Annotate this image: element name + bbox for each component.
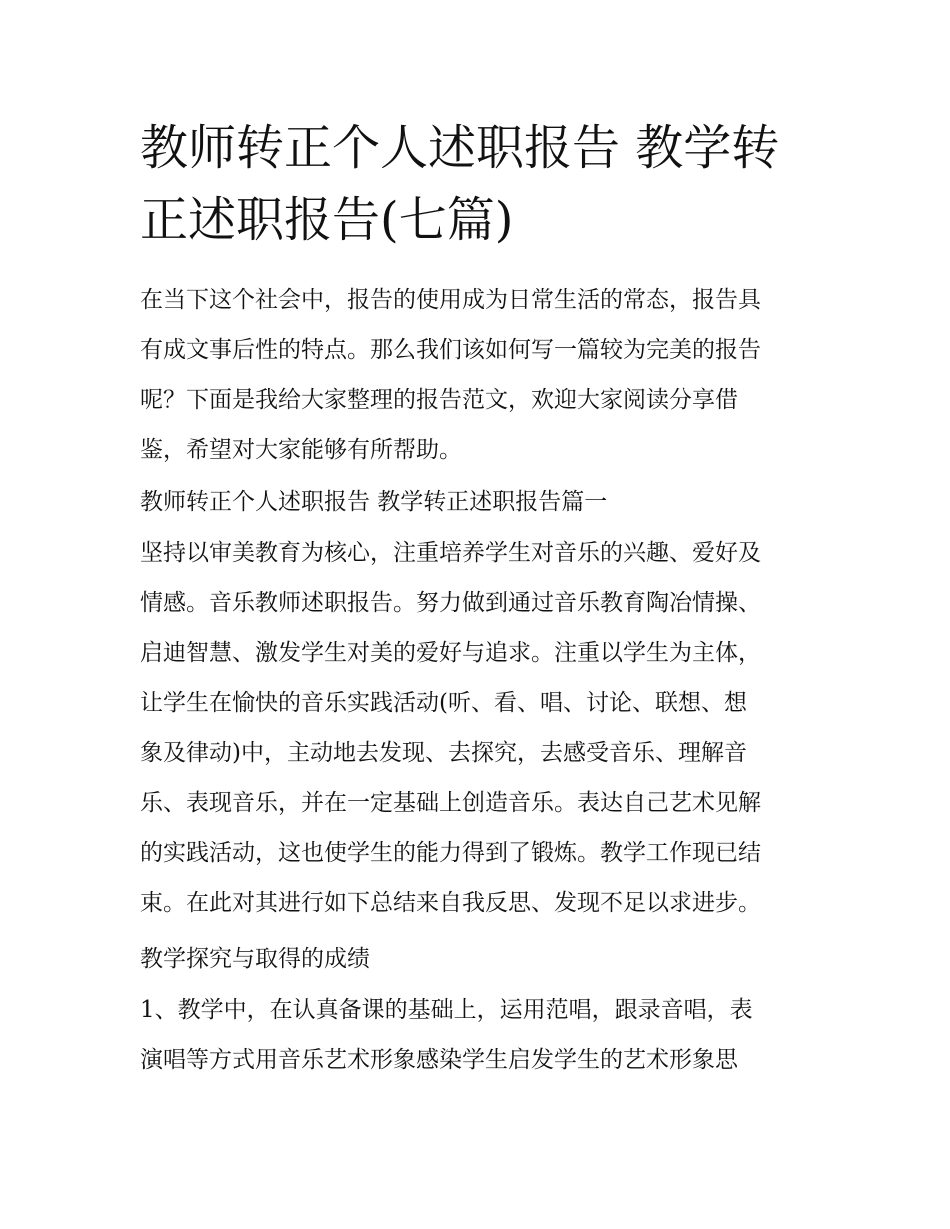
list-item-line: 演唱等方式用音乐艺术形象感染学生启发学生的艺术形象思 bbox=[140, 1047, 738, 1073]
section-heading-text: 教师转正个人述职报告 教学转正述职报告篇一 bbox=[140, 489, 608, 515]
section-heading bbox=[140, 477, 820, 527]
body-line: 乐、表现音乐，并在一定基础上创造音乐。表达自己艺术见解 bbox=[140, 790, 761, 816]
intro-line: 在当下这个社会中，报告的使用成为日常生活的常态，报告具 bbox=[140, 287, 761, 313]
intro-line: 有成文事后性的特点。那么我们该如何写一篇较为完美的报告 bbox=[140, 337, 761, 363]
list-item bbox=[140, 985, 820, 1085]
body-line: 启迪智慧、激发学生对美的爱好与追求。注重以学生为主体， bbox=[140, 640, 761, 666]
list-item-line: 1、教学中，在认真备课的基础上，运用范唱，跟录音唱，表 bbox=[140, 997, 753, 1023]
body-line: 束。在此对其进行如下总结来自我反思、发现不足以求进步。 bbox=[140, 890, 761, 916]
body-line: 象及律动)中，主动地去发现、去探究，去感受音乐、理解音 bbox=[140, 740, 747, 766]
body-line: 的实践活动，这也使学生的能力得到了锻炼。教学工作现已结 bbox=[140, 840, 761, 866]
body-line: 让学生在愉快的音乐实践活动(听、看、唱、讨论、联想、想 bbox=[140, 690, 747, 716]
intro-paragraph bbox=[140, 275, 820, 475]
intro-line: 呢？下面是我给大家整理的报告范文，欢迎大家阅读分享借 bbox=[140, 387, 738, 413]
body-line: 坚持以审美教育为核心，注重培养学生对音乐的兴趣、爱好及 bbox=[140, 540, 761, 566]
title-line: 正述职报告(七篇) bbox=[140, 192, 514, 248]
title-line: 教师转正个人述职报告 教学转 bbox=[140, 120, 780, 176]
body-paragraph bbox=[140, 528, 820, 928]
document-title bbox=[140, 112, 840, 256]
body-line: 情感。音乐教师述职报告。努力做到通过音乐教育陶冶情操、 bbox=[140, 590, 761, 616]
intro-line: 鉴，希望对大家能够有所帮助。 bbox=[140, 437, 462, 463]
subheading-text: 教学探究与取得的成绩 bbox=[140, 946, 370, 972]
subheading bbox=[140, 934, 820, 984]
